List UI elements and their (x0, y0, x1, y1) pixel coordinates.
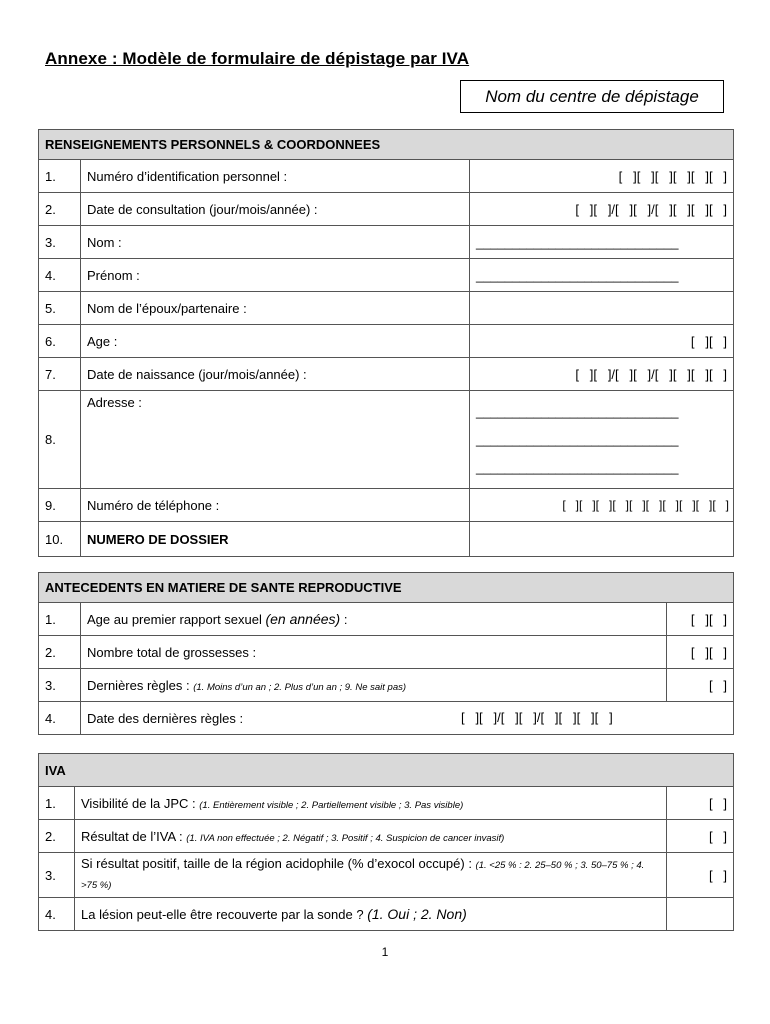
label-tail: : (340, 612, 348, 627)
row-number: 3. (39, 669, 81, 702)
row-number: 4. (39, 259, 81, 292)
last-period-date-field[interactable]: [ ][ ]/[ ][ ]/[ ][ ][ ][ ] (461, 710, 613, 725)
field-label: Date de naissance (jour/mois/année) : (81, 358, 470, 391)
table-row (39, 702, 734, 735)
row-number: 2. (39, 820, 75, 853)
address-line: ____________________________ (476, 460, 679, 476)
table-row (39, 193, 734, 226)
field-label: Nom : (81, 226, 470, 259)
row-number: 1. (39, 787, 75, 820)
row-number: 3. (39, 226, 81, 259)
field-label (81, 669, 667, 702)
reproductive-history-table (38, 572, 734, 735)
label-text: Si résultat positif, taille de la région acidophile (% d’exocol occupé) : (81, 856, 476, 871)
table-row (39, 160, 734, 193)
options-hint: (1. Entièrement visible ; 2. Partiellement visible ; 3. Pas visible) (199, 799, 464, 811)
last-period-field[interactable]: [ ] (667, 669, 734, 702)
row-number: 3. (39, 853, 75, 898)
label-italic: (en années) (265, 611, 341, 627)
options-hint: (1. <25 % : 2. 25–50 % ; 3. 50–75 % ; 4. >75 %) (81, 860, 645, 891)
row-number: 9. (39, 489, 81, 522)
table-row (39, 603, 734, 636)
table-row (39, 489, 734, 522)
row-number: 7. (39, 358, 81, 391)
label-text: La lésion peut-elle être recouverte par la sonde ? (81, 907, 368, 922)
row-number: 2. (39, 193, 81, 226)
field-label: Numéro d’identification personnel : (81, 160, 470, 193)
section-header: ANTECEDENTS EN MATIERE DE SANTE REPRODUCTIVE (39, 573, 734, 603)
field-label (81, 603, 667, 636)
age-field[interactable]: [ ][ ] (470, 325, 734, 358)
section-header: IVA (39, 754, 734, 787)
iva-table (38, 753, 734, 931)
iva-result-field[interactable]: [ ] (667, 820, 734, 853)
partner-name-field[interactable] (470, 292, 734, 325)
jpc-visibility-field[interactable]: [ ] (667, 787, 734, 820)
section-header: RENSEIGNEMENTS PERSONNELS & COORDONNEES (39, 130, 734, 160)
field-label: Date de consultation (jour/mois/année) : (81, 193, 470, 226)
first-intercourse-age-field[interactable]: [ ][ ] (667, 603, 734, 636)
table-row (39, 226, 734, 259)
field-label (81, 702, 734, 735)
address-field[interactable] (470, 391, 734, 489)
pregnancies-field[interactable]: [ ][ ] (667, 636, 734, 669)
label-text: Date des dernières règles : (87, 710, 244, 726)
label-text: Visibilité de la JPC : (81, 795, 200, 811)
field-label: Prénom : (81, 259, 470, 292)
row-number: 5. (39, 292, 81, 325)
row-number: 4. (39, 702, 81, 735)
label-text: Résultat de l’IVA : (81, 828, 187, 844)
field-label (75, 853, 667, 898)
table-row (39, 820, 734, 853)
table-row (39, 522, 734, 557)
options-hint: (1. Moins d’un an ; 2. Plus d’un an ; 9. Ne sait pas) (193, 681, 407, 693)
id-number-field[interactable]: [ ][ ][ ][ ][ ][ ] (470, 160, 734, 193)
last-name-field[interactable]: ____________________________ (470, 226, 734, 259)
table-row (39, 325, 734, 358)
personal-info-table (38, 129, 734, 557)
field-label: Nombre total de grossesses : (81, 636, 667, 669)
field-label: Numéro de téléphone : (81, 489, 470, 522)
row-number: 1. (39, 603, 81, 636)
field-label: Adresse : (81, 391, 470, 489)
field-label: NUMERO DE DOSSIER (81, 522, 470, 557)
probe-coverage-field[interactable] (667, 898, 734, 931)
field-label: Nom de l’époux/partenaire : (81, 292, 470, 325)
table-row (39, 669, 734, 702)
row-number: 8. (39, 391, 81, 489)
address-line: ____________________________ (476, 403, 679, 419)
label-text: Age au premier rapport sexuel (87, 612, 266, 627)
phone-field[interactable]: [ ][ ][ ][ ][ ][ ][ ][ ][ ][ ] (470, 489, 734, 522)
page-title: Annexe : Modèle de formulaire de dépistage par IVA (45, 49, 470, 68)
label-text: Dernières règles : (87, 677, 194, 693)
address-line: ____________________________ (476, 431, 679, 447)
table-row (39, 292, 734, 325)
page-number: 1 (381, 945, 389, 959)
table-row (39, 898, 734, 931)
field-label (75, 820, 667, 853)
label-italic: (1. Oui ; 2. Non) (367, 906, 467, 922)
table-row (39, 636, 734, 669)
table-row (39, 259, 734, 292)
row-number: 2. (39, 636, 81, 669)
centre-name-box[interactable]: Nom du centre de dépistage (460, 80, 724, 113)
consultation-date-field[interactable]: [ ][ ]/[ ][ ]/[ ][ ][ ][ ] (470, 193, 734, 226)
field-label: Age : (81, 325, 470, 358)
table-row (39, 391, 734, 489)
row-number: 4. (39, 898, 75, 931)
file-number-field[interactable] (470, 522, 734, 557)
options-hint: (1. IVA non effectuée ; 2. Négatif ; 3. Positif ; 4. Suspicion de cancer invasif) (186, 832, 505, 844)
row-number: 10. (39, 522, 81, 557)
first-name-field[interactable]: ____________________________ (470, 259, 734, 292)
row-number: 1. (39, 160, 81, 193)
table-row (39, 358, 734, 391)
field-label (75, 898, 667, 931)
table-row (39, 787, 734, 820)
acidophile-size-field[interactable]: [ ] (667, 853, 734, 898)
field-label (75, 787, 667, 820)
row-number: 6. (39, 325, 81, 358)
birth-date-field[interactable]: [ ][ ]/[ ][ ]/[ ][ ][ ][ ] (470, 358, 734, 391)
table-row (39, 853, 734, 898)
